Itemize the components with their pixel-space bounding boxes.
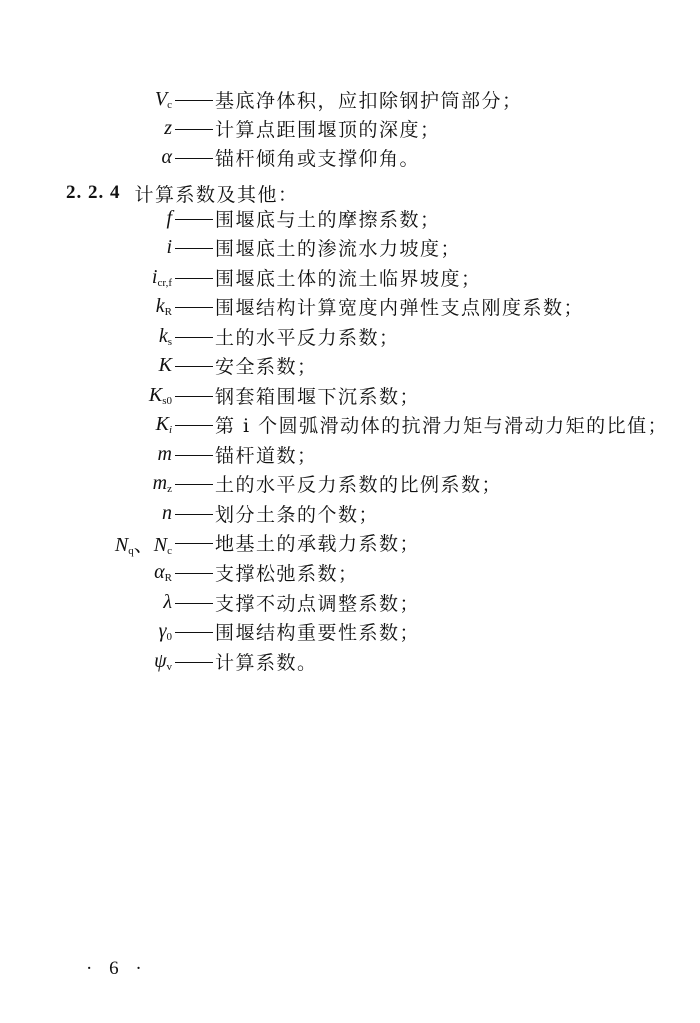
definition-line: [66, 84, 523, 114]
em-dash: [175, 514, 213, 515]
definition-line: [66, 380, 420, 410]
definition-text: 围堰底与土的摩擦系数；: [215, 208, 441, 231]
em-dash: [175, 366, 213, 367]
symbol: f: [166, 206, 172, 229]
definition-line: [66, 350, 318, 380]
symbol: $K_i$: [155, 412, 172, 436]
em-dash: [175, 543, 213, 544]
em-dash: [175, 158, 213, 159]
definition-text: 支撑松弛系数；: [215, 562, 359, 585]
page-number: · 6 ·: [86, 958, 148, 979]
em-dash: [175, 632, 213, 633]
definition-line: [66, 498, 379, 528]
definition-text: 基底净体积，应扣除钢护筒部分；: [215, 89, 523, 112]
symbol: $\gamma_0$: [158, 619, 172, 643]
definition-text: 围堰底土的渗流水力坡度；: [215, 237, 462, 260]
definition-line: [66, 291, 584, 321]
em-dash: [175, 425, 213, 426]
definition-line: [66, 232, 461, 262]
em-dash: [175, 100, 213, 101]
em-dash: [175, 396, 213, 397]
symbol: $i_{cr,f}$: [151, 265, 172, 289]
symbol: z: [164, 116, 172, 139]
symbol: $\psi_v$: [154, 649, 172, 673]
definition-line: [66, 262, 482, 292]
em-dash: [175, 307, 213, 308]
symbol: K: [158, 353, 172, 376]
definition-text: 围堰结构计算宽度内弹性支点刚度系数；: [215, 296, 585, 319]
definition-text: 围堰结构重要性系数；: [215, 621, 421, 644]
definition-line: [66, 409, 668, 439]
definition-line: [66, 321, 400, 351]
symbol: m: [157, 442, 172, 465]
definition-text: 计算系数。: [215, 651, 318, 674]
definition-line: [66, 557, 359, 587]
definition-line: [66, 203, 441, 233]
definition-text: 围堰底土体的流土临界坡度；: [215, 267, 482, 290]
em-dash: [175, 278, 213, 279]
definition-text: 土的水平反力系数；: [215, 326, 400, 349]
definition-line: [66, 587, 420, 617]
em-dash: [175, 573, 213, 574]
symbol: n: [162, 501, 172, 524]
definition-text: 计算点距围堰顶的深度；: [215, 118, 441, 141]
symbol: $m_z$: [152, 471, 172, 495]
definition-text: 锚杆倾角或支撑仰角。: [215, 147, 421, 170]
em-dash: [175, 603, 213, 604]
definition-line: [66, 616, 420, 646]
em-dash: [175, 484, 213, 485]
definition-line: [66, 142, 420, 172]
section-title: 计算系数及其他：: [134, 183, 299, 206]
definition-text: 锚杆道数；: [215, 444, 318, 467]
symbol: $k_s$: [158, 324, 172, 348]
symbol: i: [166, 235, 172, 258]
definition-text: 土的水平反力系数的比例系数；: [215, 473, 503, 496]
em-dash: [175, 248, 213, 249]
definition-line: [66, 646, 318, 676]
definition-text: 支撑不动点调整系数；: [215, 592, 421, 615]
em-dash: [175, 129, 213, 130]
definition-text: 安全系数；: [215, 355, 318, 378]
definition-line: [66, 113, 441, 143]
symbol: λ: [163, 590, 172, 613]
definition-line: [66, 468, 502, 498]
section-number: 2. 2. 4: [66, 182, 121, 203]
symbol: α: [161, 145, 172, 168]
em-dash: [175, 337, 213, 338]
definition-text: 钢套箱围堰下沉系数；: [215, 385, 421, 408]
definition-text: 第 i 个圆弧滑动体的抗滑力矩与滑动力矩的比值；: [215, 414, 669, 437]
definition-text: 地基土的承载力系数；: [215, 532, 421, 555]
em-dash: [175, 662, 213, 663]
symbol: $V_c$: [154, 87, 172, 111]
em-dash: [175, 455, 213, 456]
symbol: $k_R$: [155, 294, 172, 318]
definition-line: [66, 527, 420, 557]
definition-text: 划分土条的个数；: [215, 503, 380, 526]
em-dash: [175, 219, 213, 220]
symbol: $N_q$、$N_c$: [114, 533, 172, 557]
definition-line: [66, 439, 318, 469]
symbol: $K_{s0}$: [148, 383, 172, 407]
symbol: $\alpha_R$: [154, 560, 172, 584]
